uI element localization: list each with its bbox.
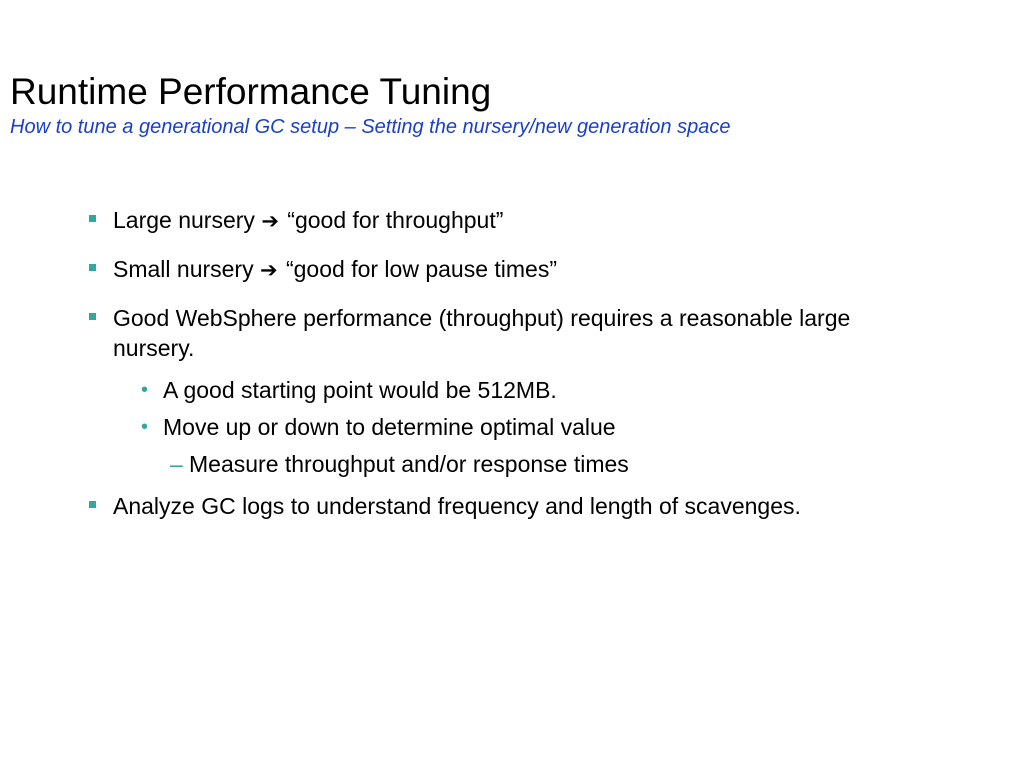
sub-bullet-item-starting-point <box>88 375 908 405</box>
bullet-text: “good for throughput” <box>280 207 504 233</box>
slide-subtitle: How to tune a generational GC setup – Setting the nursery/new generation space <box>10 116 731 138</box>
slide-title: Runtime Performance Tuning <box>10 71 492 112</box>
bullet-text: Large nursery <box>113 207 262 233</box>
dash-bullet-icon: – <box>170 451 183 477</box>
bullet-item-small-nursery <box>88 254 908 286</box>
bullet-item-websphere-performance <box>88 303 908 363</box>
square-bullet-icon <box>89 264 96 271</box>
bullet-list <box>88 205 908 538</box>
bullet-text: Move up or down to determine optimal value <box>163 414 616 440</box>
square-bullet-icon <box>89 215 96 222</box>
dot-bullet-icon: • <box>141 379 149 401</box>
square-bullet-icon <box>89 501 96 508</box>
bullet-item-analyze-gc-logs <box>88 491 908 521</box>
bullet-text: A good starting point would be 512MB. <box>163 377 557 403</box>
sub-sub-bullet-item-measure <box>88 449 908 479</box>
right-arrow-icon: ➔ <box>261 210 279 233</box>
dot-bullet-icon: • <box>141 416 149 438</box>
square-bullet-icon <box>89 313 96 320</box>
bullet-text: Analyze GC logs to understand frequency and length of scavenges. <box>113 493 801 519</box>
right-arrow-icon: ➔ <box>259 259 278 282</box>
bullet-text: Good WebSphere performance (throughput) requires a reasonable large nursery. <box>113 305 851 361</box>
bullet-text: Measure throughput and/or response times <box>189 451 629 477</box>
bullet-item-large-nursery <box>88 205 908 237</box>
bullet-text: “good for low pause times” <box>279 256 557 282</box>
bullet-text: Small nursery <box>113 256 260 282</box>
sub-bullet-item-move-up-down <box>88 412 908 442</box>
